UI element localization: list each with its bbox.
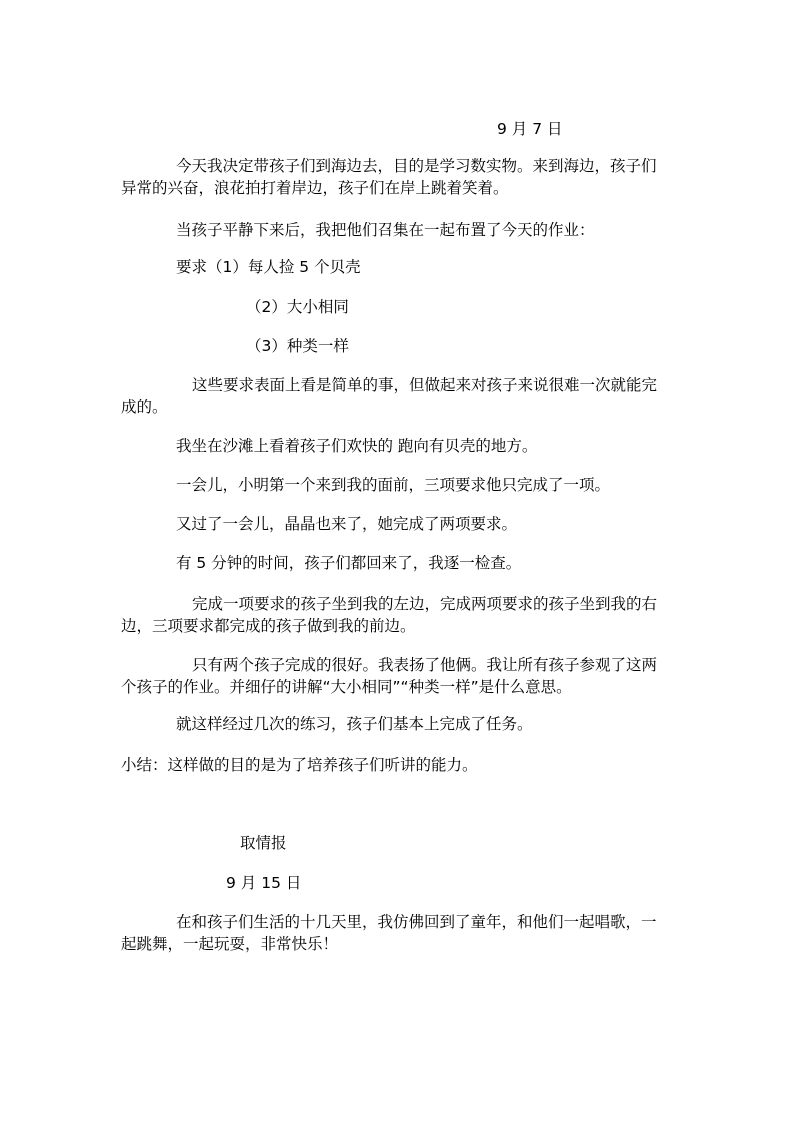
paragraph-line: 当孩子平静下来后，我把他们召集在一起布置了今天的作业：	[176, 221, 595, 239]
section-title: 取情报	[240, 834, 287, 852]
paragraph-line: 又过了一会儿，晶晶也来了，她完成了两项要求。	[176, 515, 518, 533]
paragraph-line: 成的。	[121, 398, 168, 416]
paragraph-line: 在和孩子们生活的十几天里，我仿佛回到了童年，和他们一起唱歌，一	[176, 913, 657, 931]
paragraph-line: 起跳舞，一起玩耍，非常快乐！	[121, 935, 339, 953]
paragraph-line: 一会儿，小明第一个来到我的面前，三项要求他只完成了一项。	[176, 476, 611, 494]
requirement-line: （3）种类一样	[246, 337, 349, 355]
paragraph-line: 有 5 分钟的时间，孩子们都回来了，我逐一检查。	[176, 554, 522, 572]
paragraph-line: 这些要求表面上看是简单的事，但做起来对孩子来说很难一次就能完	[192, 376, 658, 394]
paragraph-line: 个孩子的作业。并细仔的讲解“大小相同”“种类一样”是什么意思。	[121, 678, 572, 696]
paragraph-line: 今天我决定带孩子们到海边去，目的是学习数实物。来到海边，孩子们	[176, 157, 657, 175]
paragraph-line: 只有两个孩子完成的很好。我表扬了他俩。我让所有孩子参观了这两	[192, 656, 658, 674]
requirement-line: （2）大小相同	[246, 298, 349, 316]
paragraph-line: 就这样经过几次的练习，孩子们基本上完成了任务。	[176, 715, 533, 733]
paragraph-line: 边，三项要求都完成的孩子做到我的前边。	[121, 617, 416, 635]
requirement-line: 要求（1）每人捡 5 个贝壳	[176, 258, 361, 276]
paragraph-line: 我坐在沙滩上看着孩子们欢快的 跑向有贝壳的地方。	[176, 437, 538, 455]
paragraph-line: 异常的兴奋，浪花拍打着岸边，孩子们在岸上跳着笑着。	[121, 179, 509, 197]
paragraph-line: 完成一项要求的孩子坐到我的左边，完成两项要求的孩子坐到我的右	[192, 595, 658, 613]
entry-date: 9 月 7 日	[497, 120, 563, 138]
entry-date: 9 月 15 日	[226, 874, 302, 892]
summary-line: 小结：这样做的目的是为了培养孩子们听讲的能力。	[121, 756, 478, 774]
